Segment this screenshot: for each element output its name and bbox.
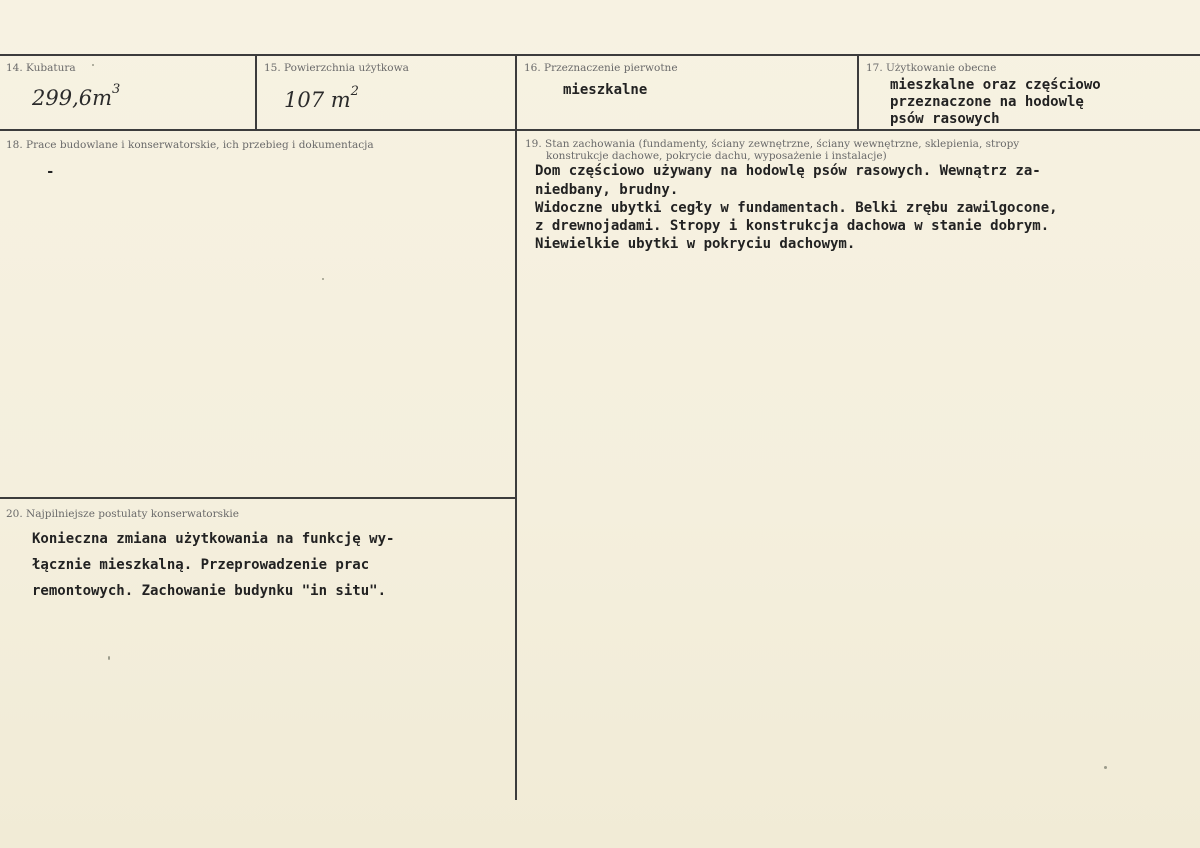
powierzchnia-value [284, 84, 359, 112]
stan-zachowania-label-2: konstrukcje dachowe, pokrycie dachu, wyposażenie i instalacje) [546, 150, 887, 162]
divider-15-16 [515, 54, 517, 800]
stan-zachowania-line-1: Dom częściowo używany na hodowlę psów rasowych. Wewnątrz za- [535, 163, 1041, 179]
uzytkowanie-line-3: psów rasowych [890, 111, 1000, 127]
kubatura-label: 14. Kubatura [6, 62, 76, 74]
stan-zachowania-line-2: niedbany, brudny. [535, 182, 679, 198]
powierzchnia-unit-exponent: 2 [350, 84, 359, 99]
prace-budowlane-label: 18. Prace budowlane i konserwatorskie, ich przebieg i dokumentacja [6, 139, 374, 151]
prace-budowlane-value: - [46, 164, 55, 180]
kubatura-unit-exponent: 3 [112, 82, 121, 97]
stan-zachowania-label-1: 19. Stan zachowania (fundamenty, ściany zewnętrzne, ściany wewnętrzne, sklepienia, stropy [525, 138, 1020, 150]
postulaty-label: 20. Najpilniejsze postulaty konserwatorskie [6, 508, 239, 520]
top-rule [0, 54, 1200, 56]
uzytkowanie-line-2: przeznaczone na hodowlę [890, 94, 1084, 110]
paper-speck [108, 656, 110, 660]
paper-speck [92, 64, 94, 66]
kubatura-value [32, 82, 121, 110]
paper-speck [1104, 766, 1107, 769]
postulaty-line-2: łącznie mieszkalną. Przeprowadzenie prac [32, 557, 370, 573]
uzytkowanie-label: 17. Użytkowanie obecne [866, 62, 997, 74]
divider-16-17 [857, 54, 859, 130]
przeznaczenie-value: mieszkalne [563, 82, 648, 98]
stan-zachowania-line-3: Widoczne ubytki cegły w fundamentach. Belki zrębu zawilgocone, [535, 200, 1058, 216]
paper-speck [322, 278, 324, 280]
uzytkowanie-line-1: mieszkalne oraz częściowo [890, 77, 1101, 93]
stan-zachowania-line-4: z drewnojadami. Stropy i konstrukcja dachowa w stanie dobrym. [535, 218, 1050, 234]
divider-14-15 [255, 54, 257, 130]
postulaty-line-3: remontowych. Zachowanie budynku "in situ". [32, 583, 387, 599]
kubatura-number: 299,6m [32, 86, 113, 110]
left-middle-rule [0, 497, 517, 499]
row1-bottom-rule [0, 129, 1200, 131]
powierzchnia-label: 15. Powierzchnia użytkowa [264, 62, 409, 74]
powierzchnia-number: 107 m [284, 88, 351, 112]
przeznaczenie-label: 16. Przeznaczenie pierwotne [524, 62, 678, 74]
postulaty-line-1: Konieczna zmiana użytkowania na funkcję wy- [32, 531, 395, 547]
stan-zachowania-line-5: Niewielkie ubytki w pokryciu dachowym. [535, 236, 856, 252]
